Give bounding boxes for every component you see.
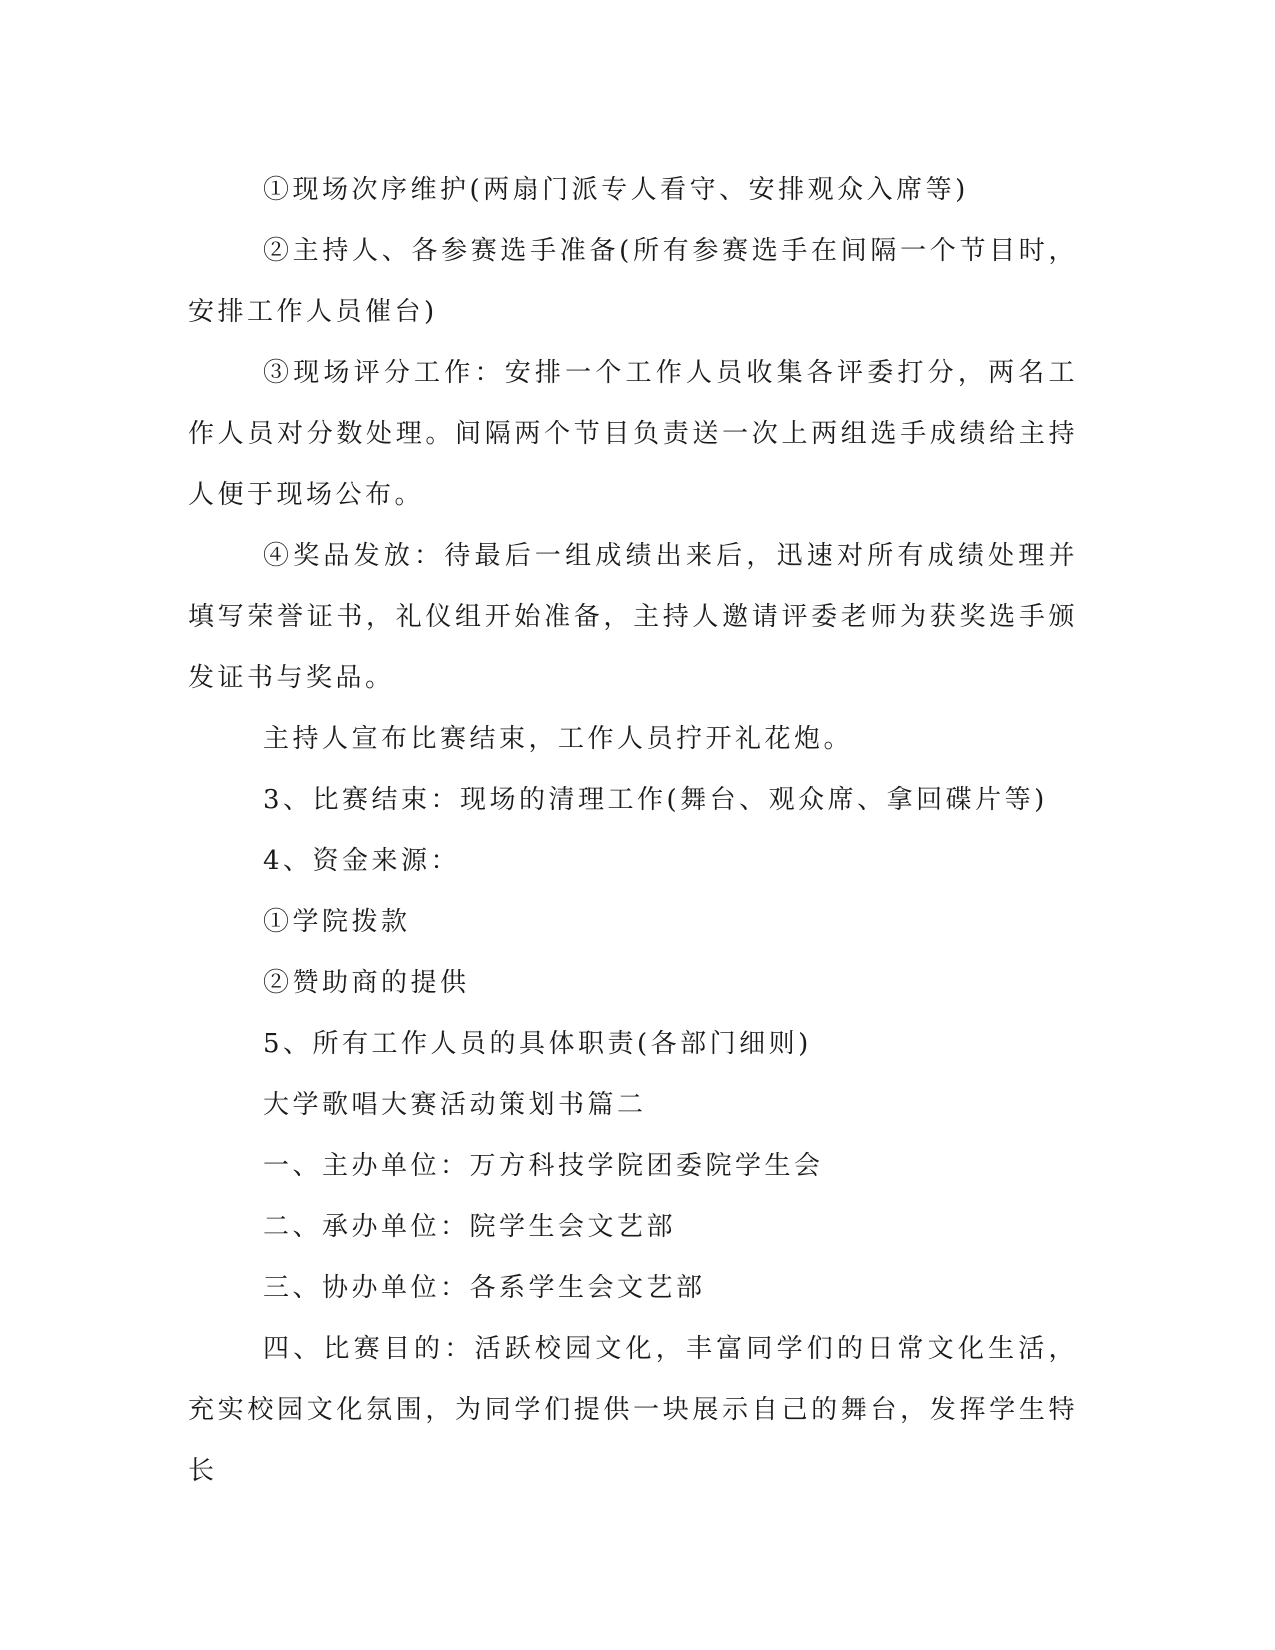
paragraph-item-13: 二、承办单位：院学生会文艺部 [263,1212,677,1242]
paragraph-item-8: ①学院拨款 [263,907,411,937]
paragraph-item-3: ③现场评分工作：安排一个工作人员收集各评委打分，两名工作人员对分数处理。间隔两个节目负责送一次上两组选手成绩给主持人便于现场公布。 [188,358,1078,510]
paragraph-item-6: 3、比赛结束：现场的清理工作(舞台、观众席、拿回碟片等) [263,785,1048,815]
paragraph-item-10: 5、所有工作人员的具体职责(各部门细则) [263,1029,812,1059]
paragraph-item-7: 4、资金来源： [263,846,461,876]
paragraph-item-12: 一、主办单位：万方科技学院团委院学生会 [263,1151,824,1181]
paragraph-item-2: ②主持人、各参赛选手准备(所有参赛选手在间隔一个节目时，安排工作人员催台) [188,236,1078,327]
paragraph-item-4: ④奖品发放：待最后一组成绩出来后，迅速对所有成绩处理并填写荣誉证书，礼仪组开始准备，主持人邀请评委老师为获奖选手颁发证书与奖品。 [188,541,1078,693]
paragraph-item-5: 主持人宣布比赛结束，工作人员拧开礼花炮。 [263,724,854,754]
document-body [188,160,1078,1502]
paragraph-item-14: 三、协办单位：各系学生会文艺部 [263,1273,706,1303]
paragraph-item-15: 四、比赛目的：活跃校园文化，丰富同学们的日常文化生活，充实校园文化氛围，为同学们提供一块展示自己的舞台，发挥学生特长 [188,1334,1078,1486]
paragraph-item-1: ①现场次序维护(两扇门派专人看守、安排观众入席等) [263,175,969,205]
paragraph-item-9: ②赞助商的提供 [263,968,470,998]
section-heading: 大学歌唱大赛活动策划书篇二 [263,1090,647,1120]
